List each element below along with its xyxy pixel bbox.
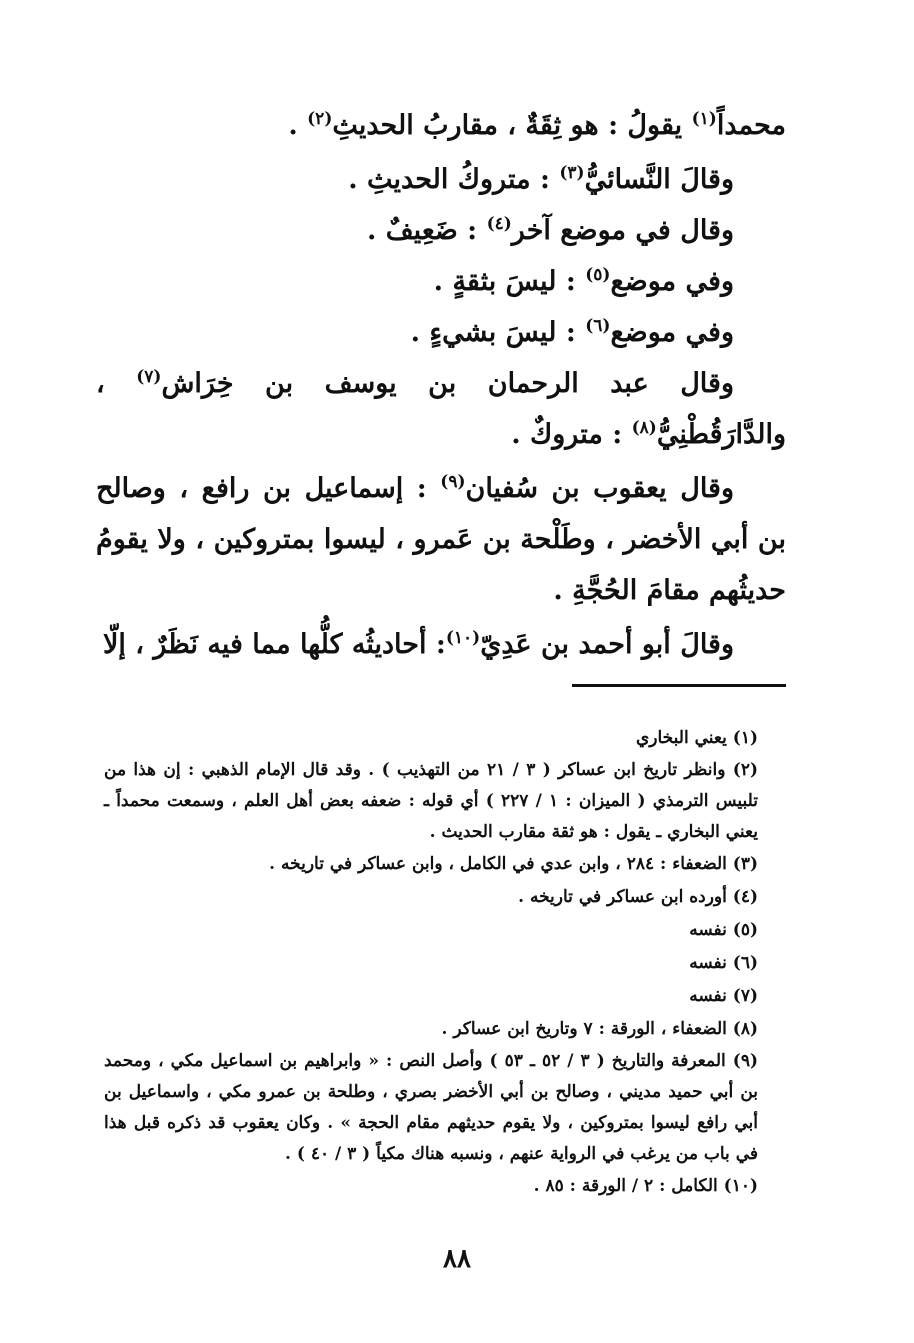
paragraph-text: وفي موضع <box>610 317 734 348</box>
paragraph-5 <box>96 307 786 358</box>
footnote-ref-4[interactable]: (٤) <box>486 214 512 234</box>
paragraph-text: . <box>288 110 308 141</box>
footnote-separator <box>572 684 786 687</box>
footnote-2: (٢) وانظر تاريخ ابن عساكر ( ٣ / ٢١ من التهذيب ) . وقد قال الإمام الذهبي : إن هذا من تلبيس الترمذي ( الميزان : ١ / ٢٢٧ ) أي قوله : ضعفه بعض أهل العلم ، وسمعت محمداً ـ يعني البخاري ـ يقول : هو ثقة مقارب الحديث . <box>104 760 759 842</box>
page-number: ٨٨ <box>443 1244 471 1274</box>
footnotes <box>104 722 786 1203</box>
paragraph-text: وفي موضع <box>610 266 734 297</box>
footnote-1: (١) يعني البخاري <box>635 728 758 748</box>
paragraph-8 <box>96 619 786 670</box>
footnote-ref-3[interactable]: (٣) <box>559 163 585 183</box>
paragraph-text: : متروكٌ . <box>511 419 632 450</box>
footnote-ref-7[interactable]: (٧) <box>136 367 162 387</box>
paragraph-text: وقال في موضع آخر <box>511 215 734 246</box>
footnote-10: (١٠) الكامل : ٢ / الورقة : ٨٥ . <box>533 1176 758 1196</box>
footnote-ref-10[interactable]: (١٠) <box>445 628 481 648</box>
paragraph-text: : ليسَ بثقةٍ . <box>433 266 586 297</box>
footnote-4: (٤) أورده ابن عساكر في تاريخه . <box>518 887 758 907</box>
paragraph-6 <box>96 358 786 460</box>
main-text <box>96 100 786 670</box>
paragraph-4 <box>96 256 786 307</box>
footnote-5: (٥) نفسه <box>689 920 758 940</box>
paragraph-text: يقولُ : هو ثِقَةٌ ، مقاربُ الحديثِ <box>332 110 692 141</box>
paragraph-text: وقال عبد الرحمان بن يوسف بن خِرَاش <box>161 368 734 399</box>
paragraph-text: : متروكُ الحديثِ . <box>348 164 560 195</box>
paragraph-text: وقالَ النَّسائيُّ <box>584 164 734 195</box>
paragraph-text: : إسماعيل بن رافع ، وصالح بن أبي الأخضر ، وطَلْحة بن عَمرو ، ليسوا بمتروكين ، ولا يقومُ حديثُهم مقامَ الحُجَّةِ . <box>96 473 786 606</box>
footnote-9: (٩) المعرفة والتاريخ ( ٣ / ٥٢ ـ ٥٣ ) وأصل النص : « وابراهيم بن اسماعيل مكي ، ومحمد بن أبي حميد مديني ، وصالح بن أبي الأخضر بصري ، وطلحة بن عمرو مكي ، واسماعيل بن أبي رافع ليسوا بمتروكين ، ولا يقوم حديثهم مقام الحجة » . وكان يعقوب قد ذكره قبل هذا في باب من يرغب في الرواية عنهم ، ونسبه هناك مكياً ( ٣ / ٤٠ ) . <box>104 1051 758 1164</box>
paragraph-text: : ضَعِيفٌ . <box>366 215 487 246</box>
footnote-3: (٣) الضعفاء : ٢٨٤ ، وابن عدي في الكامل ، وابن عساكر في تاريخه . <box>269 854 758 874</box>
paragraph-text: : أحاديثُه كلُّها مما فيه نَظَرٌ ، إلّا <box>103 629 446 660</box>
footnote-ref-1[interactable]: (١) <box>691 109 717 129</box>
footnote-6: (٦) نفسه <box>689 953 758 973</box>
footnote-7: (٧) نفسه <box>689 986 758 1006</box>
footnote-ref-2[interactable]: (٢) <box>307 109 333 129</box>
paragraph-text: ، والدَّارَقُطْنِيُّ <box>96 368 786 450</box>
footnote-ref-8[interactable]: (٨) <box>631 418 657 438</box>
footnote-8: (٨) الضعفاء ، الورقة : ٧ وتاريخ ابن عساكر . <box>441 1019 758 1039</box>
footnote-ref-6[interactable]: (٦) <box>585 316 611 336</box>
paragraph-7 <box>96 463 786 616</box>
footnote-ref-9[interactable]: (٩) <box>440 472 466 492</box>
paragraph-text: : ليسَ بشيءٍ . <box>410 317 586 348</box>
paragraph-text: وقالَ أبو أحمد بن عَدِيّ <box>480 629 734 660</box>
paragraph-text: محمداً <box>716 110 786 141</box>
paragraph-1 <box>96 100 786 151</box>
footnote-ref-5[interactable]: (٥) <box>585 265 611 285</box>
paragraph-3 <box>96 205 786 256</box>
paragraph-text: وقال يعقوب بن سُفيان <box>465 473 734 504</box>
paragraph-2 <box>96 154 786 205</box>
